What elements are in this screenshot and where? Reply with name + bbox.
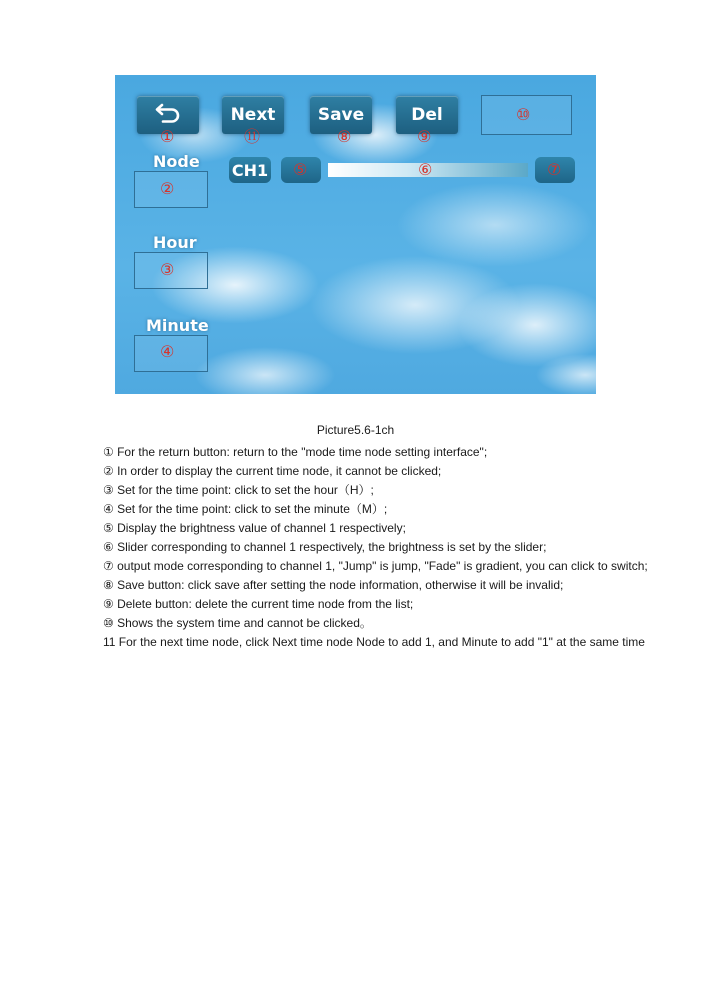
marker-10: ⑩ <box>516 105 531 124</box>
note-item: ⑥ Slider corresponding to channel 1 respectively, the brightness is set by the slider; <box>103 540 547 554</box>
marker-8: ⑧ <box>337 127 352 146</box>
marker-11: ⑪ <box>244 127 261 146</box>
node-label: Node <box>153 152 200 171</box>
delete-button[interactable]: Del <box>396 96 458 134</box>
hour-label: Hour <box>153 233 197 252</box>
note-item: ⑦ output mode corresponding to channel 1, "Jump" is jump, "Fade" is gradient, you can click to switch; <box>103 559 648 573</box>
note-item: ⑩ Shows the system time and cannot be clicked。 <box>103 616 372 630</box>
marker-6: ⑥ <box>418 160 433 179</box>
channel-1-label: CH1 <box>229 157 271 183</box>
notes-list <box>80 443 657 652</box>
marker-1: ① <box>160 127 175 146</box>
return-arrow-icon <box>155 102 181 129</box>
marker-5: ⑤ <box>293 160 308 179</box>
device-screen-figure <box>115 75 596 394</box>
note-item: ④ Set for the time point: click to set the minute（M）; <box>103 502 388 516</box>
minute-label: Minute <box>146 316 209 335</box>
note-item: ③ Set for the time point: click to set the hour（H）; <box>103 483 374 497</box>
marker-4: ④ <box>160 342 175 361</box>
note-item: ⑤ Display the brightness value of channel 1 respectively; <box>103 521 406 535</box>
marker-9: ⑨ <box>417 127 432 146</box>
marker-2: ② <box>160 179 175 198</box>
note-item: ⑧ Save button: click save after setting the node information, otherwise it will be invalid; <box>103 578 564 592</box>
figure-caption: Picture5.6-1ch <box>316 423 395 437</box>
note-item: ① For the return button: return to the "mode time node setting interface"; <box>103 445 488 459</box>
marker-7: ⑦ <box>547 160 562 179</box>
save-button[interactable]: Save <box>310 96 372 134</box>
next-button[interactable]: Next <box>222 96 284 134</box>
marker-3: ③ <box>160 260 175 279</box>
note-item: 11 For the next time node, click Next time node Node to add 1, and Minute to add "1" at the same time <box>103 635 645 649</box>
note-item: ② In order to display the current time node, it cannot be clicked; <box>103 464 442 478</box>
note-item: ⑨ Delete button: delete the current time node from the list; <box>103 597 414 611</box>
